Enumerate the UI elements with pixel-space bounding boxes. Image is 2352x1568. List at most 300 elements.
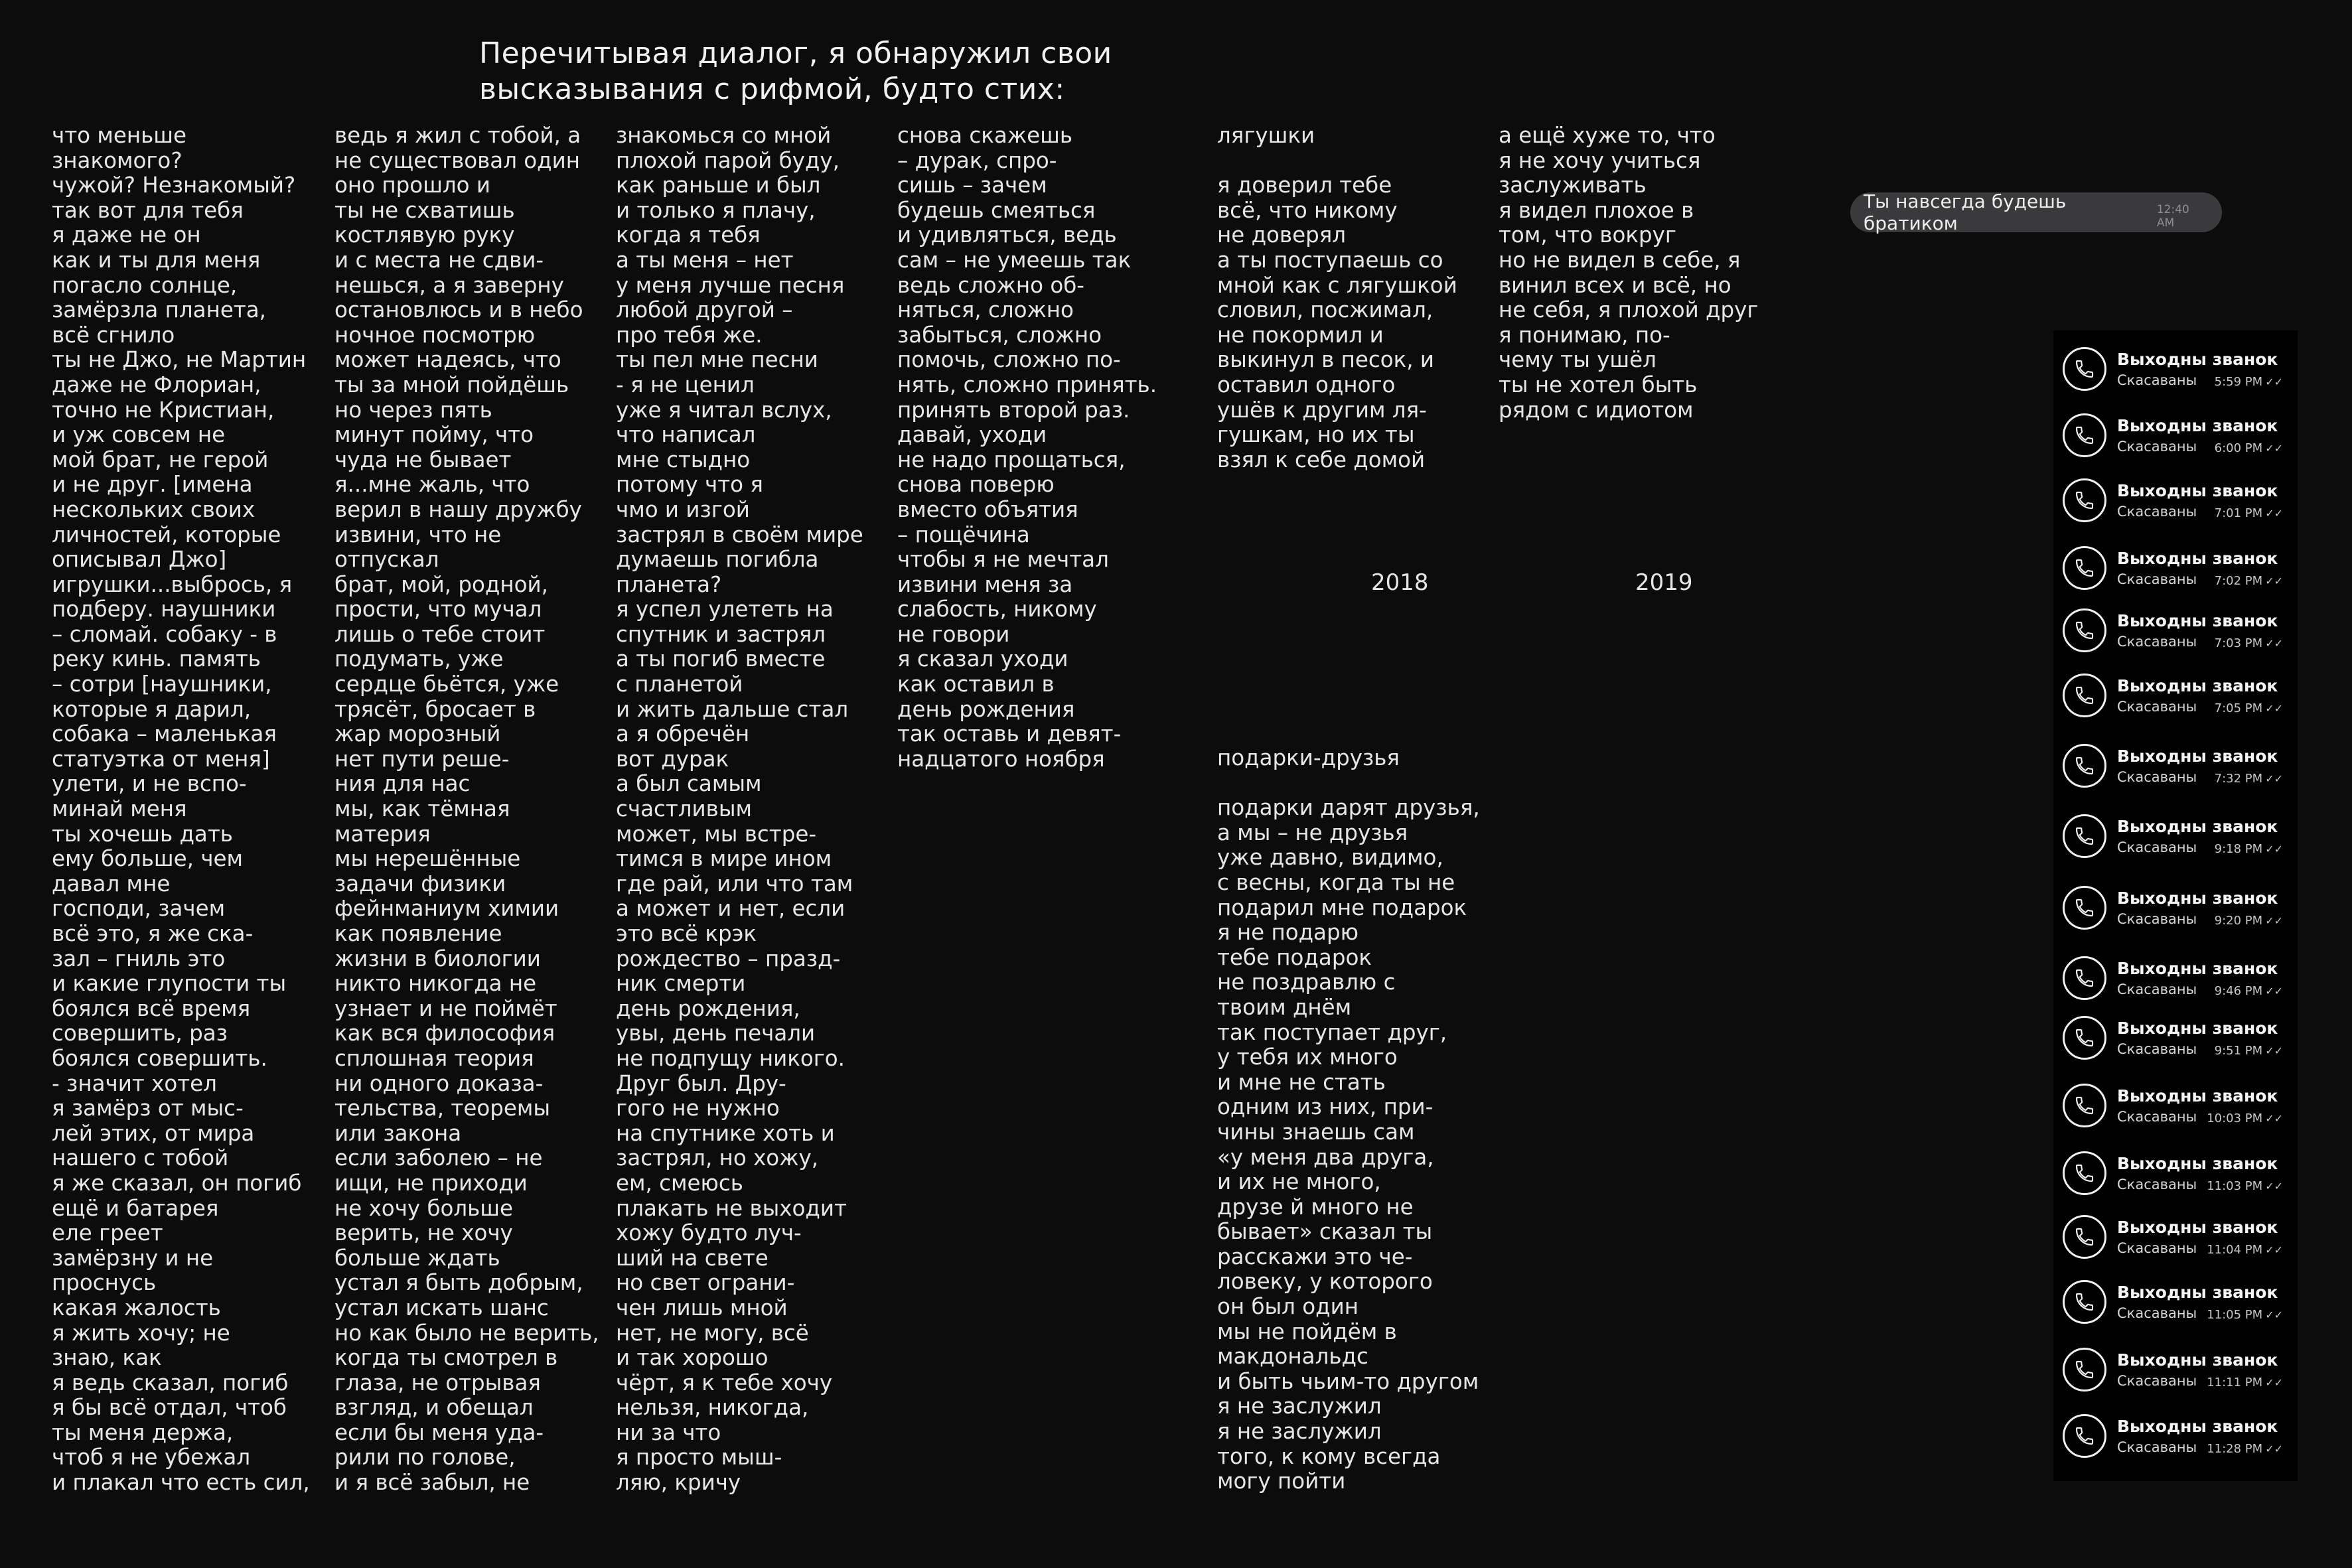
double-check-icon: ✓✓	[2265, 1376, 2283, 1389]
double-check-icon: ✓✓	[2265, 843, 2283, 855]
call-log	[2053, 330, 2298, 1481]
poem-line: рождество – празд-	[616, 946, 841, 971]
poem-line: точно не Кристиан,	[52, 397, 275, 423]
poem-line: спутник и застрял	[616, 621, 826, 647]
poem-line: мой брат, не герой	[52, 447, 269, 472]
page-title	[479, 36, 1209, 107]
poem-line: он был один	[1217, 1294, 1359, 1320]
poem-line: костлявую руку	[334, 222, 515, 248]
double-check-icon: ✓✓	[2265, 442, 2283, 455]
call-time: 7:02 PM	[2214, 574, 2263, 588]
poem-line: а мы – не друзья	[1217, 820, 1408, 845]
poem-line: хожу будто луч-	[616, 1220, 802, 1246]
poem-line: верил в нашу дружбу	[334, 496, 582, 522]
call-status: Скасаваны	[2117, 981, 2197, 997]
poem-line: Друг был. Дру-	[616, 1070, 786, 1096]
poem-line: друзе й много не	[1217, 1194, 1414, 1220]
poem-line: могу пойти	[1217, 1468, 1346, 1494]
double-check-icon: ✓✓	[2265, 1044, 2283, 1057]
phone-icon	[2063, 1348, 2106, 1391]
poem-line: того, к кому всегда	[1217, 1443, 1441, 1469]
poem-line: любой другой –	[616, 297, 793, 323]
poem-line: а может и нет, если	[616, 896, 845, 922]
poem-line: жизни в биологии	[334, 946, 541, 971]
poem-line: я понимаю, по-	[1499, 322, 1670, 348]
poem-line: снова скажешь	[897, 123, 1072, 148]
poem-line: а я обречён	[616, 721, 750, 747]
poem-line: давай, уходи	[897, 422, 1047, 448]
poem-line: знакомого?	[52, 147, 183, 173]
poem-line: а ты поступаешь со	[1217, 247, 1443, 273]
call-status: Скасаваны	[2117, 769, 2197, 785]
call-status: Скасаваны	[2117, 504, 2197, 520]
phone-icon	[2063, 1414, 2106, 1458]
poem-line: ведь я жил с тобой, а	[334, 123, 581, 148]
poem-line: и я всё забыл, не	[334, 1470, 530, 1496]
call-status: Скасаваны	[2117, 1109, 2197, 1125]
message-bubble	[1850, 192, 2222, 232]
poem-line: узнает и не поймёт	[334, 995, 557, 1021]
call-time-wrap	[2207, 1243, 2283, 1257]
poem-line: и жить дальше стал	[616, 696, 849, 722]
call-time: 11:11 PM	[2207, 1376, 2263, 1390]
phone-icon	[2063, 814, 2106, 858]
poem-line: не говори	[897, 621, 1010, 647]
call-time-wrap	[2215, 772, 2283, 786]
poem-line: я не подарю	[1217, 920, 1359, 946]
poem-line: фейнманиум химии	[334, 896, 559, 922]
poem-line: лишь о тебе стоит	[334, 621, 546, 647]
poem-line: лягушки	[1217, 123, 1315, 148]
call-title: Выходны званок	[2117, 1154, 2278, 1173]
poem-line: не доверял	[1217, 222, 1347, 248]
call-entry	[2063, 536, 2288, 600]
poem-line: не хочу больше	[334, 1195, 514, 1221]
poem-line: и так хорошо	[616, 1345, 769, 1371]
poem-line: – сломай. собаку - в	[52, 621, 277, 647]
poem-line: трясёт, бросает в	[334, 696, 536, 722]
call-status: Скасаваны	[2117, 839, 2197, 855]
message-time: 12:40 AM	[2156, 203, 2189, 230]
poem-line: не поздравлю с	[1217, 969, 1396, 995]
call-info	[2117, 1151, 2283, 1195]
poem-line: застрял, но хожу,	[616, 1145, 819, 1171]
call-entry	[2063, 1338, 2288, 1401]
poem-line: взял к себе домой	[1217, 447, 1426, 472]
poem-line: рили по голове,	[334, 1445, 516, 1470]
poem-line: глаза, не отрывая	[334, 1370, 541, 1395]
phone-icon	[2063, 1151, 2106, 1195]
call-time: 11:05 PM	[2207, 1308, 2263, 1322]
poem-line: может, мы встре-	[616, 821, 817, 847]
poem-line: и удивляться, ведь	[897, 222, 1117, 248]
double-check-icon: ✓✓	[2265, 985, 2283, 997]
poem-line: описывал Джо]	[52, 547, 227, 573]
poem-line: гого не нужно	[616, 1096, 780, 1121]
phone-icon	[2063, 478, 2106, 522]
call-title: Выходны званок	[2117, 747, 2278, 766]
call-time: 9:51 PM	[2214, 1044, 2263, 1058]
call-time-wrap	[2215, 441, 2283, 455]
double-check-icon: ✓✓	[2265, 1180, 2283, 1192]
call-title: Выходны званок	[2117, 416, 2278, 435]
poem-line: уже давно, видимо,	[1217, 845, 1443, 871]
poem-line: тебе подарок	[1217, 944, 1372, 970]
poem-line: ни за что	[616, 1419, 721, 1445]
poem-line: знаю, как	[52, 1345, 162, 1371]
poem-line: что написал	[616, 422, 756, 448]
poem-line: будешь смеяться	[897, 197, 1096, 223]
poem-line: ведь сложно об-	[897, 272, 1085, 298]
call-info	[2117, 956, 2283, 1000]
poem-line: как вся философия	[334, 1021, 555, 1046]
call-status: Скасаваны	[2117, 911, 2197, 927]
poem-line: или закона	[334, 1120, 462, 1146]
poem-line: нет, не могу, всё	[616, 1320, 809, 1346]
poem-line: надцатого ноября	[897, 746, 1105, 772]
poem-line: ший на свете	[616, 1245, 769, 1271]
poem-line: зал – гниль это	[52, 946, 226, 971]
poem-line: и плакал что есть сил,	[52, 1470, 310, 1496]
poem-line: боялся совершить.	[52, 1045, 267, 1071]
poem-line: и мне не стать	[1217, 1069, 1386, 1095]
poem-line: слабость, никому	[897, 597, 1097, 622]
call-title: Выходны званок	[2117, 817, 2278, 836]
poem-line: день рождения,	[616, 995, 800, 1021]
call-status: Скасаваны	[2117, 699, 2197, 715]
call-status: Скасаваны	[2117, 372, 2197, 388]
poem-line: и только я плачу,	[616, 197, 816, 223]
call-status: Скасаваны	[2117, 634, 2197, 650]
poem-line: с планетой	[616, 672, 743, 697]
call-time: 11:28 PM	[2207, 1442, 2263, 1456]
poem-line: заслуживать	[1499, 173, 1647, 198]
poem-line: - я не ценил	[616, 372, 755, 397]
call-info	[2117, 1016, 2283, 1060]
call-entry	[2063, 1006, 2288, 1070]
poem-line: никто никогда не	[334, 971, 537, 997]
poem-line: но как было не верить,	[334, 1320, 599, 1346]
poem-line: не себя, я плохой друг	[1499, 297, 1759, 323]
poem-line: уже я читал вслух,	[616, 397, 832, 423]
poem-line: нешься, а я заверну	[334, 272, 564, 298]
poem-column-3	[616, 123, 863, 1496]
poem-line	[1217, 771, 1480, 796]
call-entry	[2063, 804, 2288, 868]
call-time-wrap	[2215, 984, 2283, 998]
poem-line: я жить хочу; не	[52, 1320, 230, 1346]
call-title: Выходны званок	[2117, 1086, 2278, 1105]
call-status: Скасаваны	[2117, 1305, 2197, 1321]
call-info	[2117, 1280, 2283, 1324]
poem-line: увы, день печали	[616, 1021, 816, 1046]
phone-icon	[2063, 1016, 2106, 1060]
poem-line: и уж совсем не	[52, 422, 226, 448]
poem-line: где рай, или что там	[616, 871, 853, 896]
call-title: Выходны званок	[2117, 1283, 2278, 1302]
poem-line: которые я дарил,	[52, 696, 252, 722]
call-time: 9:18 PM	[2214, 842, 2263, 856]
call-time: 10:03 PM	[2207, 1111, 2263, 1125]
poem-line: помочь, сложно по-	[897, 347, 1121, 373]
poem-line: я доверил тебе	[1217, 173, 1392, 198]
poem-line: если бы меня уда-	[334, 1419, 544, 1445]
poem-line: - значит хотел	[52, 1070, 217, 1096]
call-info	[2117, 1348, 2283, 1391]
poem-line: устал искать шанс	[334, 1295, 549, 1320]
poem-line: нять, сложно принять.	[897, 372, 1157, 397]
double-check-icon: ✓✓	[2265, 637, 2283, 650]
poem-line: но свет ограни-	[616, 1270, 795, 1296]
call-entry	[2063, 664, 2288, 727]
poem-line: я сказал уходи	[897, 646, 1068, 672]
call-info	[2117, 413, 2283, 457]
poem-line: сам – не умеешь так	[897, 247, 1132, 273]
poem-line: нашего с тобой	[52, 1145, 229, 1171]
poem-line: твоим днём	[1217, 994, 1352, 1020]
call-time: 6:00 PM	[2214, 441, 2263, 455]
call-status: Скасаваны	[2117, 571, 2197, 587]
poem-line: ния для нас	[334, 771, 471, 797]
call-entry	[2063, 734, 2288, 798]
poem-line: ты не схватишь	[334, 197, 515, 223]
call-time-wrap	[2215, 636, 2283, 650]
poem-line: минут пойму, что	[334, 422, 534, 448]
poem-line: у тебя их много	[1217, 1044, 1398, 1070]
poem-line: мне стыдно	[616, 447, 751, 472]
call-status: Скасаваны	[2117, 1240, 2197, 1256]
double-check-icon: ✓✓	[2265, 1309, 2283, 1321]
poem-line: счастливым	[616, 796, 753, 822]
poem-line: господи, зачем	[52, 896, 226, 922]
poem-line: но не видел в себе, я	[1499, 247, 1741, 273]
call-time-wrap	[2207, 1308, 2283, 1322]
poem-line: а был самым	[616, 771, 762, 797]
poem-line: потому что я	[616, 472, 763, 498]
poem-line: я...мне жаль, что	[334, 472, 530, 498]
call-time: 7:05 PM	[2214, 701, 2263, 715]
poem-line: сплошная теория	[334, 1045, 534, 1071]
call-entry	[2063, 1270, 2288, 1334]
call-info	[2117, 546, 2283, 590]
call-title: Выходны званок	[2117, 1350, 2278, 1370]
poem-line: про тебя же.	[616, 322, 763, 348]
double-check-icon: ✓✓	[2265, 1244, 2283, 1256]
poem-line: ушёв к другим ля-	[1217, 397, 1427, 423]
poem-line: извини, что не	[334, 522, 502, 547]
poem-line: отпускал	[334, 547, 439, 573]
double-check-icon: ✓✓	[2265, 575, 2283, 587]
poem-line: чмо и изгой	[616, 496, 750, 522]
poem-line: это всё крэк	[616, 921, 757, 946]
poem-line: не надо прощаться,	[897, 447, 1126, 472]
poem-line: плакать не выходит	[616, 1195, 847, 1221]
poem-line: «у меня два друга,	[1217, 1144, 1434, 1170]
phone-icon	[2063, 886, 2106, 930]
poem-line: ем, смеюсь	[616, 1170, 743, 1196]
phone-icon	[2063, 1215, 2106, 1259]
poem-line: тимся в мире ином	[616, 846, 832, 872]
poem-line: а ты меня – нет	[616, 247, 794, 273]
poem-line: оно прошло и	[334, 173, 490, 198]
poem-line: я просто мыш-	[616, 1445, 782, 1470]
poem-line: я успел улететь на	[616, 597, 834, 622]
call-info	[2117, 347, 2283, 391]
poem-line: оставил одного	[1217, 372, 1396, 397]
poem-line: боялся всё время	[52, 995, 251, 1021]
poem-line: рядом с идиотом	[1499, 397, 1694, 423]
poem-line: всё это, я же ска-	[52, 921, 254, 946]
call-info	[2117, 1215, 2283, 1259]
poem-line: если заболею – не	[334, 1145, 543, 1171]
call-time-wrap	[2215, 701, 2283, 715]
poem-line: не покормил и	[1217, 322, 1384, 348]
poem-line: ты пел мне песни	[616, 347, 818, 373]
double-check-icon: ✓✓	[2265, 1112, 2283, 1125]
call-time-wrap	[2215, 1044, 2283, 1058]
poem-line: всё сгнило	[52, 322, 175, 348]
call-status: Скасаваны	[2117, 1373, 2197, 1389]
double-check-icon: ✓✓	[2265, 702, 2283, 715]
poem-line: задачи физики	[334, 871, 506, 896]
poem-line: я бы всё отдал, чтоб	[52, 1395, 287, 1421]
call-info	[2117, 744, 2283, 788]
poem-line: не существовал один	[334, 147, 581, 173]
call-title: Выходны званок	[2117, 676, 2278, 695]
poem-line: и какие глупости ты	[52, 971, 287, 997]
phone-icon	[2063, 674, 2106, 717]
poem-line: вместо объятия	[897, 496, 1078, 522]
poem-line: сердце бьётся, уже	[334, 672, 559, 697]
poem-column-4	[897, 123, 1157, 772]
poem-line: игрушки...выбрось, я	[52, 571, 293, 597]
call-status: Скасаваны	[2117, 1176, 2197, 1192]
poem-gifts-friends	[1217, 746, 1480, 1494]
poem-line: собака – маленькая	[52, 721, 277, 747]
poem-line: остановлюсь и в небо	[334, 297, 583, 323]
call-time: 9:46 PM	[2214, 984, 2263, 998]
poem-line: том, что вокруг	[1499, 222, 1676, 248]
poem-line: чины знаешь сам	[1217, 1119, 1415, 1145]
poem-column-2	[334, 123, 599, 1496]
phone-icon	[2063, 744, 2106, 788]
phone-icon	[2063, 1280, 2106, 1324]
poem-line: день рождения	[897, 696, 1075, 722]
poem-line: снова поверю	[897, 472, 1055, 498]
poem-line: – дурак, спро-	[897, 147, 1057, 173]
call-info	[2117, 478, 2283, 522]
call-title: Выходны званок	[2117, 350, 2278, 369]
call-entry	[2063, 337, 2288, 401]
poem-line: устал я быть добрым,	[334, 1270, 583, 1296]
poem-line: всё, что никому	[1217, 197, 1398, 223]
poem-line: винил всех и всё, но	[1499, 272, 1731, 298]
call-title: Выходны званок	[2117, 889, 2278, 908]
call-title: Выходны званок	[2117, 1417, 2278, 1436]
phone-icon	[2063, 1084, 2106, 1127]
poem-line: личностей, которые	[52, 522, 281, 547]
poem-line: ещё и батарея	[52, 1195, 219, 1221]
call-time: 7:32 PM	[2214, 772, 2263, 786]
poem-line: расскажи это че-	[1217, 1244, 1413, 1269]
poem-line: так вот для тебя	[52, 197, 244, 223]
poem-line: сишь – зачем	[897, 173, 1047, 198]
poem-line: ищи, не приходи	[334, 1170, 528, 1196]
double-check-icon: ✓✓	[2265, 376, 2283, 388]
call-status: Скасаваны	[2117, 1439, 2197, 1455]
poem-line: нет пути реше-	[334, 746, 510, 772]
poem-line: ты не хотел быть	[1499, 372, 1698, 397]
call-time-wrap	[2207, 1442, 2283, 1456]
call-title: Выходны званок	[2117, 1019, 2278, 1038]
call-time-wrap	[2207, 1376, 2283, 1390]
year-2018: 2018	[1371, 569, 1429, 596]
poem-line: забыться, сложно	[897, 322, 1102, 348]
call-time: 9:20 PM	[2214, 914, 2263, 928]
poem-line: минай меня	[52, 796, 187, 822]
poem-line: выкинул в песок, и	[1217, 347, 1435, 373]
poem-line: улети, и не вспо-	[52, 771, 247, 797]
poem-line: подарки-друзья	[1217, 745, 1400, 770]
call-info	[2117, 1084, 2283, 1127]
poem-line: ему больше, чем	[52, 846, 244, 872]
poem-line: макдональдс	[1217, 1344, 1368, 1370]
poem-line: мной как с лягушкой	[1217, 272, 1457, 298]
poem-line: может надеясь, что	[334, 347, 561, 373]
poem-line: я не заслужил	[1217, 1393, 1382, 1419]
call-time-wrap	[2215, 574, 2283, 588]
poem-line: и быть чьим-то другом	[1217, 1368, 1479, 1394]
call-status: Скасаваны	[2117, 439, 2197, 455]
poem-line: как и ты для меня	[52, 247, 261, 273]
poem-line: я же сказал, он погиб	[52, 1170, 302, 1196]
poem-line: вот дурак	[616, 746, 729, 772]
double-check-icon: ✓✓	[2265, 772, 2283, 785]
poem-line: ты хочешь дать	[52, 821, 233, 847]
poem-line: а ещё хуже то, что	[1499, 123, 1716, 148]
poem-line: совершить, раз	[52, 1021, 228, 1046]
poem-line: чему ты ушёл	[1499, 347, 1656, 373]
call-status: Скасаваны	[2117, 1041, 2197, 1057]
poem-line: статуэтка от меня]	[52, 746, 270, 772]
call-info	[2117, 886, 2283, 930]
call-time-wrap	[2207, 1179, 2283, 1193]
poem-line: застрял в своём мире	[616, 522, 863, 547]
call-info	[2117, 608, 2283, 652]
poem-line: няться, сложно	[897, 297, 1074, 323]
call-time-wrap	[2215, 842, 2283, 856]
call-entry	[2063, 876, 2288, 940]
call-entry	[2063, 468, 2288, 532]
call-entry	[2063, 1074, 2288, 1137]
poem-line: я ведь сказал, погиб	[52, 1370, 289, 1395]
poem-line: и их не много,	[1217, 1169, 1381, 1195]
poem-line: ник смерти	[616, 971, 746, 997]
poem-line: реку кинь. память	[52, 646, 261, 672]
poem-line: я видел плохое в	[1499, 197, 1694, 223]
poem-line: так оставь и девят-	[897, 721, 1122, 747]
poem-line: мы, как тёмная	[334, 796, 510, 822]
poem-line: планета?	[616, 571, 722, 597]
poem-line: даже не Флориан,	[52, 372, 261, 397]
phone-icon	[2063, 546, 2106, 590]
poem-line	[1217, 149, 1457, 174]
call-entry	[2063, 599, 2288, 662]
poem-line: когда я тебя	[616, 222, 761, 248]
poem-line: у меня лучше песня	[616, 272, 845, 298]
call-time: 7:03 PM	[2214, 636, 2263, 650]
poem-line: проснусь	[52, 1270, 157, 1296]
